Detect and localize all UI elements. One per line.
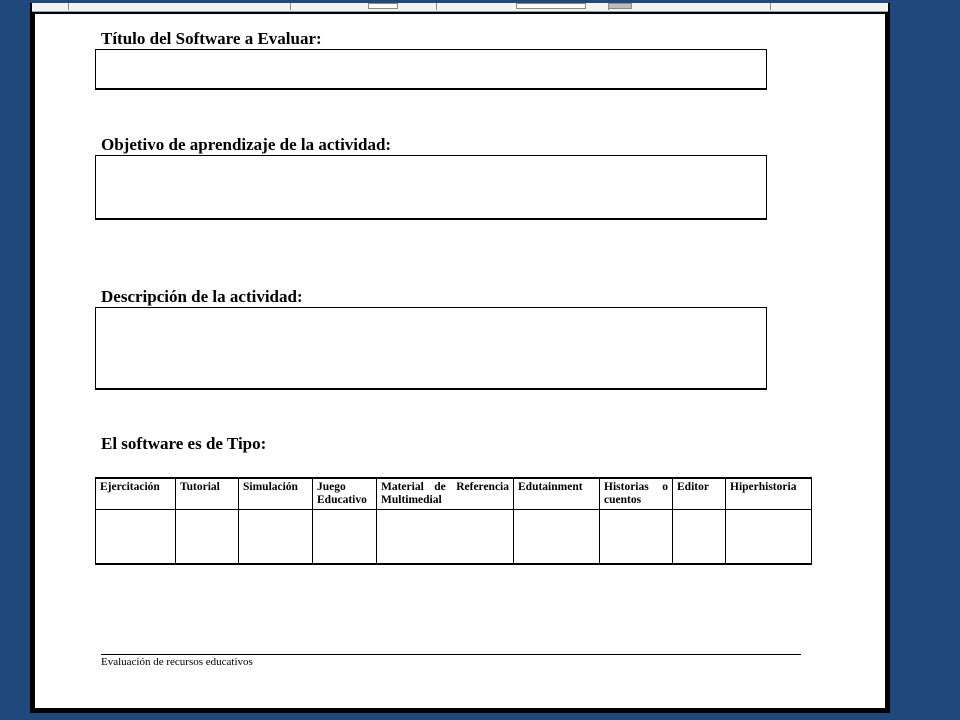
header-material-referencia (377, 478, 514, 510)
cell-simulacion[interactable] (239, 510, 313, 565)
header-edutainment: Edutainment (514, 478, 600, 510)
cell-edutainment[interactable] (514, 510, 600, 565)
toolbar-separator (290, 3, 291, 10)
software-type-heading: El software es de Tipo: (101, 434, 267, 453)
software-type-table (95, 477, 812, 565)
document-page (35, 14, 885, 708)
cell-ejercitacion[interactable] (96, 510, 176, 565)
learning-objective-heading: Objetivo de aprendizaje de la actividad: (101, 135, 392, 154)
header-historias (600, 478, 673, 510)
toolbar-separator (770, 3, 771, 10)
zoom-field[interactable] (516, 3, 586, 9)
toolbar-field[interactable] (368, 3, 398, 9)
header-simulacion: Simulación (239, 478, 313, 510)
toolbar-strip (32, 3, 888, 12)
cell-tutorial[interactable] (176, 510, 239, 565)
cell-historias[interactable] (600, 510, 673, 565)
header-juego-educativo: Juego Educativo (313, 478, 377, 510)
toolbar-separator (436, 3, 437, 10)
software-title-heading: Título del Software a Evaluar: (101, 29, 322, 48)
learning-objective-field[interactable] (95, 155, 767, 220)
header-historias-label: Historias o cuentos (604, 481, 668, 506)
table-row (96, 510, 812, 565)
header-material-referencia-label: Material de Referencia Multimedial (381, 481, 509, 506)
footer-text: Evaluación de recursos educativos (101, 656, 253, 668)
header-ejercitacion: Ejercitación (96, 478, 176, 510)
toolbar-button[interactable] (608, 3, 632, 9)
header-hiperhistoria: Hiperhistoria (726, 478, 812, 510)
toolbar-separator (68, 3, 69, 10)
cell-hiperhistoria[interactable] (726, 510, 812, 565)
activity-description-heading: Descripción de la actividad: (101, 287, 303, 306)
software-title-field[interactable] (95, 49, 767, 90)
table-header-row (96, 478, 812, 510)
header-tutorial: Tutorial (176, 478, 239, 510)
footer-divider (101, 654, 801, 655)
cell-editor[interactable] (673, 510, 726, 565)
cell-juego-educativo[interactable] (313, 510, 377, 565)
activity-description-field[interactable] (95, 307, 767, 390)
cell-material-referencia[interactable] (377, 510, 514, 565)
header-editor: Editor (673, 478, 726, 510)
